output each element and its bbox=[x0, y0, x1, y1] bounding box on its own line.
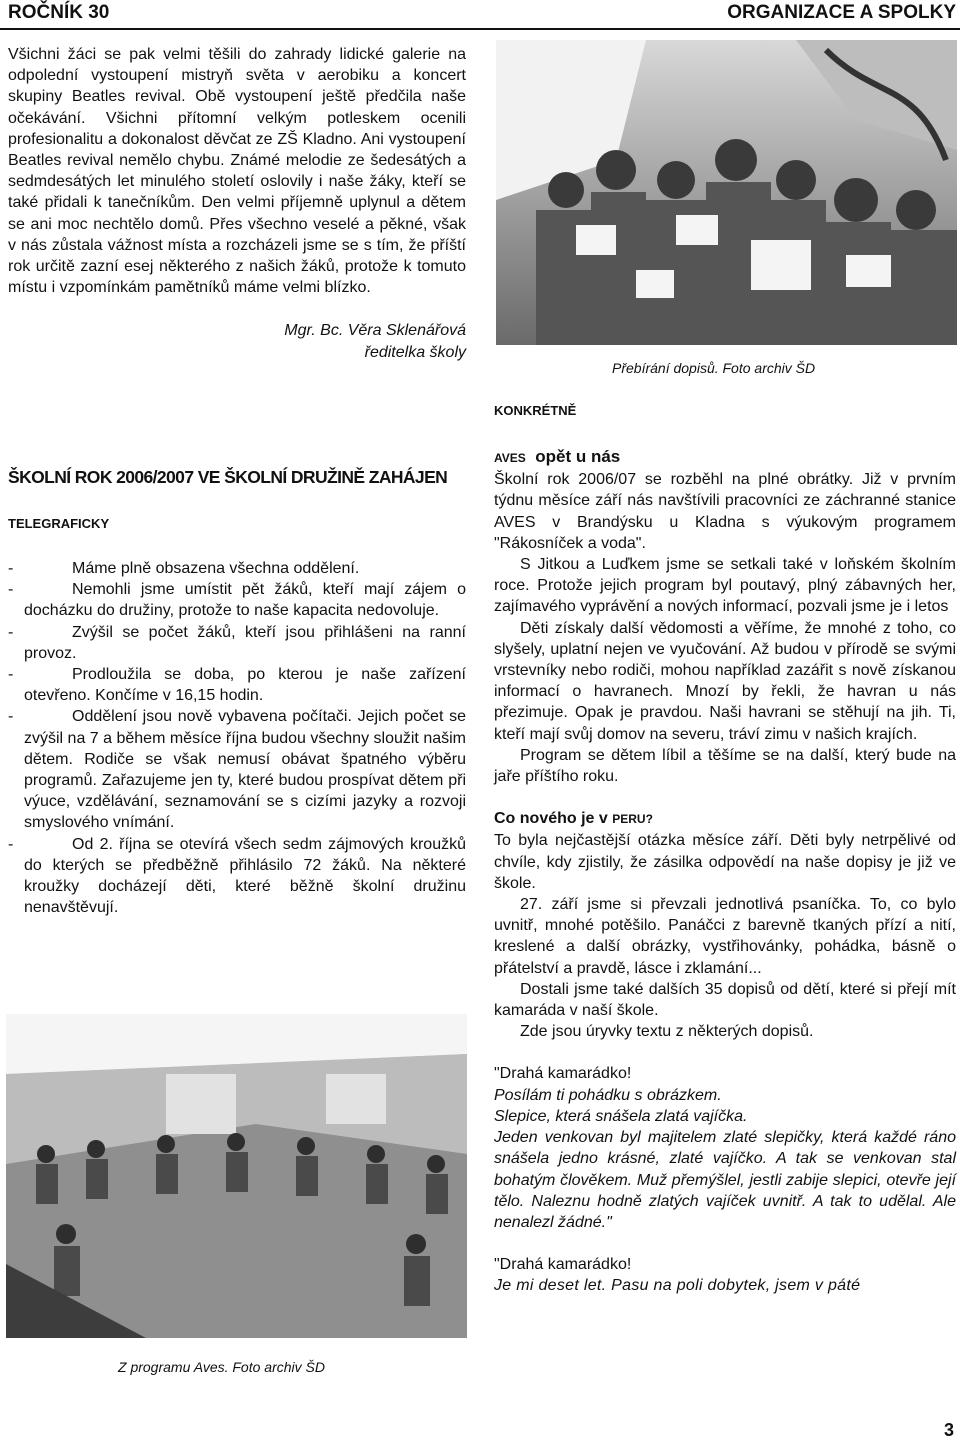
intro-paragraph: Všichni žáci se pak velmi těšili do zahrady lidické galerie na odpolední vystoupení mistryň světa v aerobiku a koncert skupiny Beatles revival. Obě vystoupení ještě předčila naše očekávání. Všichni přítomní velkým potleskem ocenili profesionalitu a dokonalost děvčat ze ZŠ Kladno. Ani vystoupení Beatles revival nemělo chybu. Známé melodie ze šedesátých a sedmdesátých let minulého století oslovily i naše žáky, kteří se také přidali k tanečníkům. Den velmi příjemně uplynul a dětem se ani moc nechtělo domů. Přes všechno veselé a pěkné, však v nás zůstala vážnost místa a rozcházeli jsme se s tím, že příští rok určitě zazní esej některého z našich žáků, protože k tomuto místu i vzpomínkám pamětníků máme velmi blízko. bbox=[8, 46, 466, 297]
konkretne-label: KONKRÉTNĚ bbox=[494, 403, 577, 418]
header-volume: ROČNÍK 30 bbox=[8, 2, 110, 23]
header-rule bbox=[0, 28, 960, 30]
peru-paragraph-3: Dostali jsme také dalších 35 dopisů od dětí, které si přejí mít kamaráda v naší škole. bbox=[494, 980, 956, 1020]
photo-children-letters bbox=[496, 40, 957, 345]
letter-1-body: Jeden venkovan byl majitelem zlaté slepičky, která každé ráno snášela jedno krásné, zlaté vajíčko. A tak se venkovan stal bohatým člověkem. Muž přemýšlel, jestli zabije slepici, otevře její tělo. Naleznu hodně zlatých vajíček uvnitř. A tak to udělal. Ale nenalezl žádné." bbox=[494, 1129, 956, 1231]
telegraficky-list bbox=[8, 558, 466, 918]
peru-heading: Co nového je v PERU? bbox=[494, 810, 653, 828]
header-section: ORGANIZACE A SPOLKY bbox=[727, 2, 956, 23]
letter-2-greeting: "Drahá kamarádko! bbox=[494, 1256, 632, 1274]
letter-2 bbox=[494, 1254, 956, 1296]
photo-aves-program-image bbox=[6, 1014, 467, 1338]
signature-name: Mgr. Bc. Věra Sklenářová bbox=[284, 322, 466, 340]
aves-paragraph-1: Školní rok 2006/07 se rozběhl na plné obrátky. Již v prvním týdnu měsíce září nás navštívili pracovníci ze záchranné stanice AVES v Brandýsku u Kladna s výukovým programem "Rákosníček a voda". bbox=[494, 471, 956, 552]
photo-bottom-caption: Z programu Aves. Foto archiv ŠD bbox=[118, 1359, 325, 1375]
list-item: - Zvýšil se počet žáků, kteří jsou přihlášeni na ranní provoz. bbox=[8, 623, 466, 662]
letter-2-line-2: Je mi deset let. Pasu na poli dobytek, jsem v páté bbox=[494, 1277, 861, 1295]
peru-paragraph-2: 27. září jsme si převzali jednotlivá psaníčka. To, co bylo uvnitř, mnohé potěšilo. Panáčci z barevně tkaných přízí a nití, kreslené a další obrázky, vystřihovánky, pohádka, básně o přátelství a pravdě, lásce i zklamání... bbox=[494, 896, 956, 977]
photo-children-letters-image bbox=[496, 40, 957, 345]
peru-paragraph-4: Zde jsou úryvky textu z některých dopisů. bbox=[520, 1023, 814, 1041]
list-item: - Prodloužila se doba, po kterou je naše zařízení otevřeno. Končíme v 16,15 hodin. bbox=[8, 666, 466, 705]
letter-1-line-3: Slepice, která snášela zlatá vajíčka. bbox=[494, 1107, 748, 1125]
signature-role: ředitelka školy bbox=[364, 344, 466, 362]
page-number: 3 bbox=[943, 1420, 954, 1440]
school-year-headline: ŠKOLNÍ ROK 2006/2007 VE ŠKOLNÍ DRUŽINĚ ZAHÁJEN bbox=[8, 467, 448, 487]
letter-1 bbox=[494, 1063, 956, 1233]
aves-paragraph-2: S Jitkou a Luďkem jsme se setkali také v loňském školním roce. Protože jejich program byl poutavý, plný zábavných her, zajímavého vyprávění a nových informací, pozvali jsme je i letos bbox=[494, 556, 956, 616]
letter-1-greeting: "Drahá kamarádko! bbox=[494, 1065, 632, 1083]
photo-aves-program bbox=[6, 1014, 467, 1338]
aves-paragraph-3: Děti získaly další vědomosti a věříme, že mnohé z toho, co slyšely, uplatní nejen ve vyučování. Až budou v přírodě se svými vrstevníky nebo rodiči, mohou například zazářit s nově získanou informací o havranech. Mnozí by řekli, že havran u nás přezimuje. Opak je pravdou. Naši havrani se stěhují na jih. Ti, kteří mají svůj domov na severu, tráví zimu v našich krajích. bbox=[494, 619, 956, 743]
list-item: - Od 2. října se otevírá všech sedm zájmových kroužků do kterých se předběžně přihlásilo 72 žáků. Na některé kroužky docházejí děti, které běžně školní družinu nenavštěvují. bbox=[8, 835, 466, 917]
list-item: - Máme plně obsazena všechna oddělení. bbox=[8, 560, 360, 577]
list-item: - Oddělení jsou nově vybavena počítači. Jejich počet se zvýšil na 7 a během měsíce října budou všechny sloužit našim dětem. Rodiče se však nemusí obávat špatného výběru programů. Zařazujeme jen ty, které budou prospívat dětem při výuce, vzdělávání, seznamování se s cizími jazyky a rozvoji smyslového vnímání. bbox=[8, 708, 466, 832]
photo-top-caption: Přebírání dopisů. Foto archiv ŠD bbox=[612, 360, 816, 376]
aves-paragraph-4: Program se dětem líbil a těšíme se na další, který bude na jaře příštího roku. bbox=[494, 746, 956, 786]
telegraficky-label: TELEGRAFICKY bbox=[8, 516, 110, 531]
letter-1-line-2: Posílám ti pohádku s obrázkem. bbox=[494, 1086, 722, 1104]
right-column bbox=[494, 446, 956, 1297]
aves-heading: AVES opět u nás bbox=[494, 447, 621, 466]
list-item: - Nemohli jsme umístit pět žáků, kteří mají zájem o docházku do družiny, protože to naše kapacita nedovoluje. bbox=[8, 581, 466, 620]
intro-column bbox=[8, 44, 466, 364]
peru-paragraph-1: To byla nejčastější otázka měsíce září. Děti byly netrpělivé od chvíle, kdy zjistily, že zásilka odpovědí na naše dopisy je již ve škole. bbox=[494, 832, 956, 892]
